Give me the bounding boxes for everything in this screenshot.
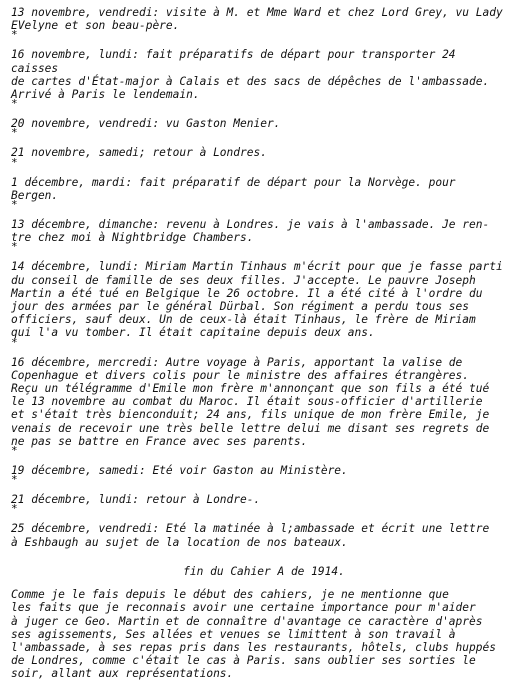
entry-separator: *: [11, 335, 18, 349]
diary-entry-13-nov: 13 novembre, vendredi: visite à M. et Mme Ward et chez Lord Grey, vu Lady EVelyne et son beau-père.: [11, 6, 503, 33]
end-of-notebook-title: fin du Cahier A de 1914.: [183, 564, 345, 578]
entry-separator: *: [11, 240, 18, 254]
diary-entry-25-dec: 25 décembre, vendredi: Eté la matinée à l;ambassade et écrit une lettre à Eshbaugh au sujet de la location de nos bateaux.: [11, 522, 490, 549]
diary-entry-14-dec: 14 décembre, lundi: Miriam Martin Tinhaus m'écrit pour que je fasse parti du conseil de famille de ses deux filles. J'accepte. Le pauvre Joseph Martin a été tué en Belgique le 26 octobre. Il a été cité à l'ordre du jour des armées par le général Dürbal. Son régiment a perdu tous ses officiers, sauf deux. Un de ceux-là était Tinhaus, le frère de Miriam qui l'a vu tomber. Il était capitaine depuis deux ans.: [11, 260, 503, 340]
diary-entry-21-nov: 21 novembre, samedi; retour à Londres.: [11, 146, 267, 160]
entry-separator: *: [11, 126, 18, 140]
diary-entry-16-dec: 16 décembre, mercredi: Autre voyage à Paris, apportant la valise de Copenhague et divers colis pour le ministre des affaires étrangères. Reçu un télégramme d'Emile mon frère m'annonçant que son fils a été tué le 13 novembre au combat du Maroc. Il était sous-officier d'artillerie et s'était très bienconduit; 24 ans, fils unique de mon frère Emile, je venais de recevoir une très belle lettre delui me disant ses regrets de ne pas se battre en France avec ses parents.: [11, 355, 490, 448]
entry-separator: *: [11, 97, 18, 111]
diary-entry-1-dec: 1 décembre, mardi: fait préparatif de départ pour la Norvège. pour Bergen.: [11, 175, 456, 202]
entry-separator: *: [11, 198, 18, 212]
entry-separator: *: [11, 155, 18, 169]
entry-separator: *: [11, 473, 18, 487]
diary-entry-20-nov: 20 novembre, vendredi: vu Gaston Menier.: [11, 117, 281, 131]
diary-entry-13-dec: 13 décembre, dimanche: revenu à Londres. je vais à l'ambassade. Je ren- tre chez moi à Nightbridge Chambers.: [11, 218, 490, 245]
diary-entry-21-dec: 21 décembre, lundi: retour à Londre-.: [11, 493, 261, 507]
entry-separator: *: [11, 28, 18, 42]
diary-entry-19-dec: 19 décembre, samedi: Eté voir Gaston au Ministère.: [11, 464, 348, 478]
entry-separator: *: [11, 502, 18, 516]
entry-separator: *: [11, 444, 18, 458]
closing-paragraph: Comme je le fais depuis le début des cahiers, je ne mentionne que les faits que je reconnais avoir une certaine importance pour m'aider à juger ce Geo. Martin et de connaître d'avantage ce caractère d'après ses agissements, Ses allées et venues se limittent à son travail à l'ambassade, à ses repas pris dans les restaurants, hôtels, clubs huppés de Londres, comme c'était le cas à Paris. sans oublier ses sorties le soir, allant aux représentations.: [11, 588, 496, 681]
diary-entry-16-nov: 16 novembre, lundi: fait préparatifs de départ pour transporter 24 caisses de cartes d'État-major à Calais et des sacs de dépêches de l'ambassade. Arrivé à Paris le lendemain.: [11, 48, 490, 102]
